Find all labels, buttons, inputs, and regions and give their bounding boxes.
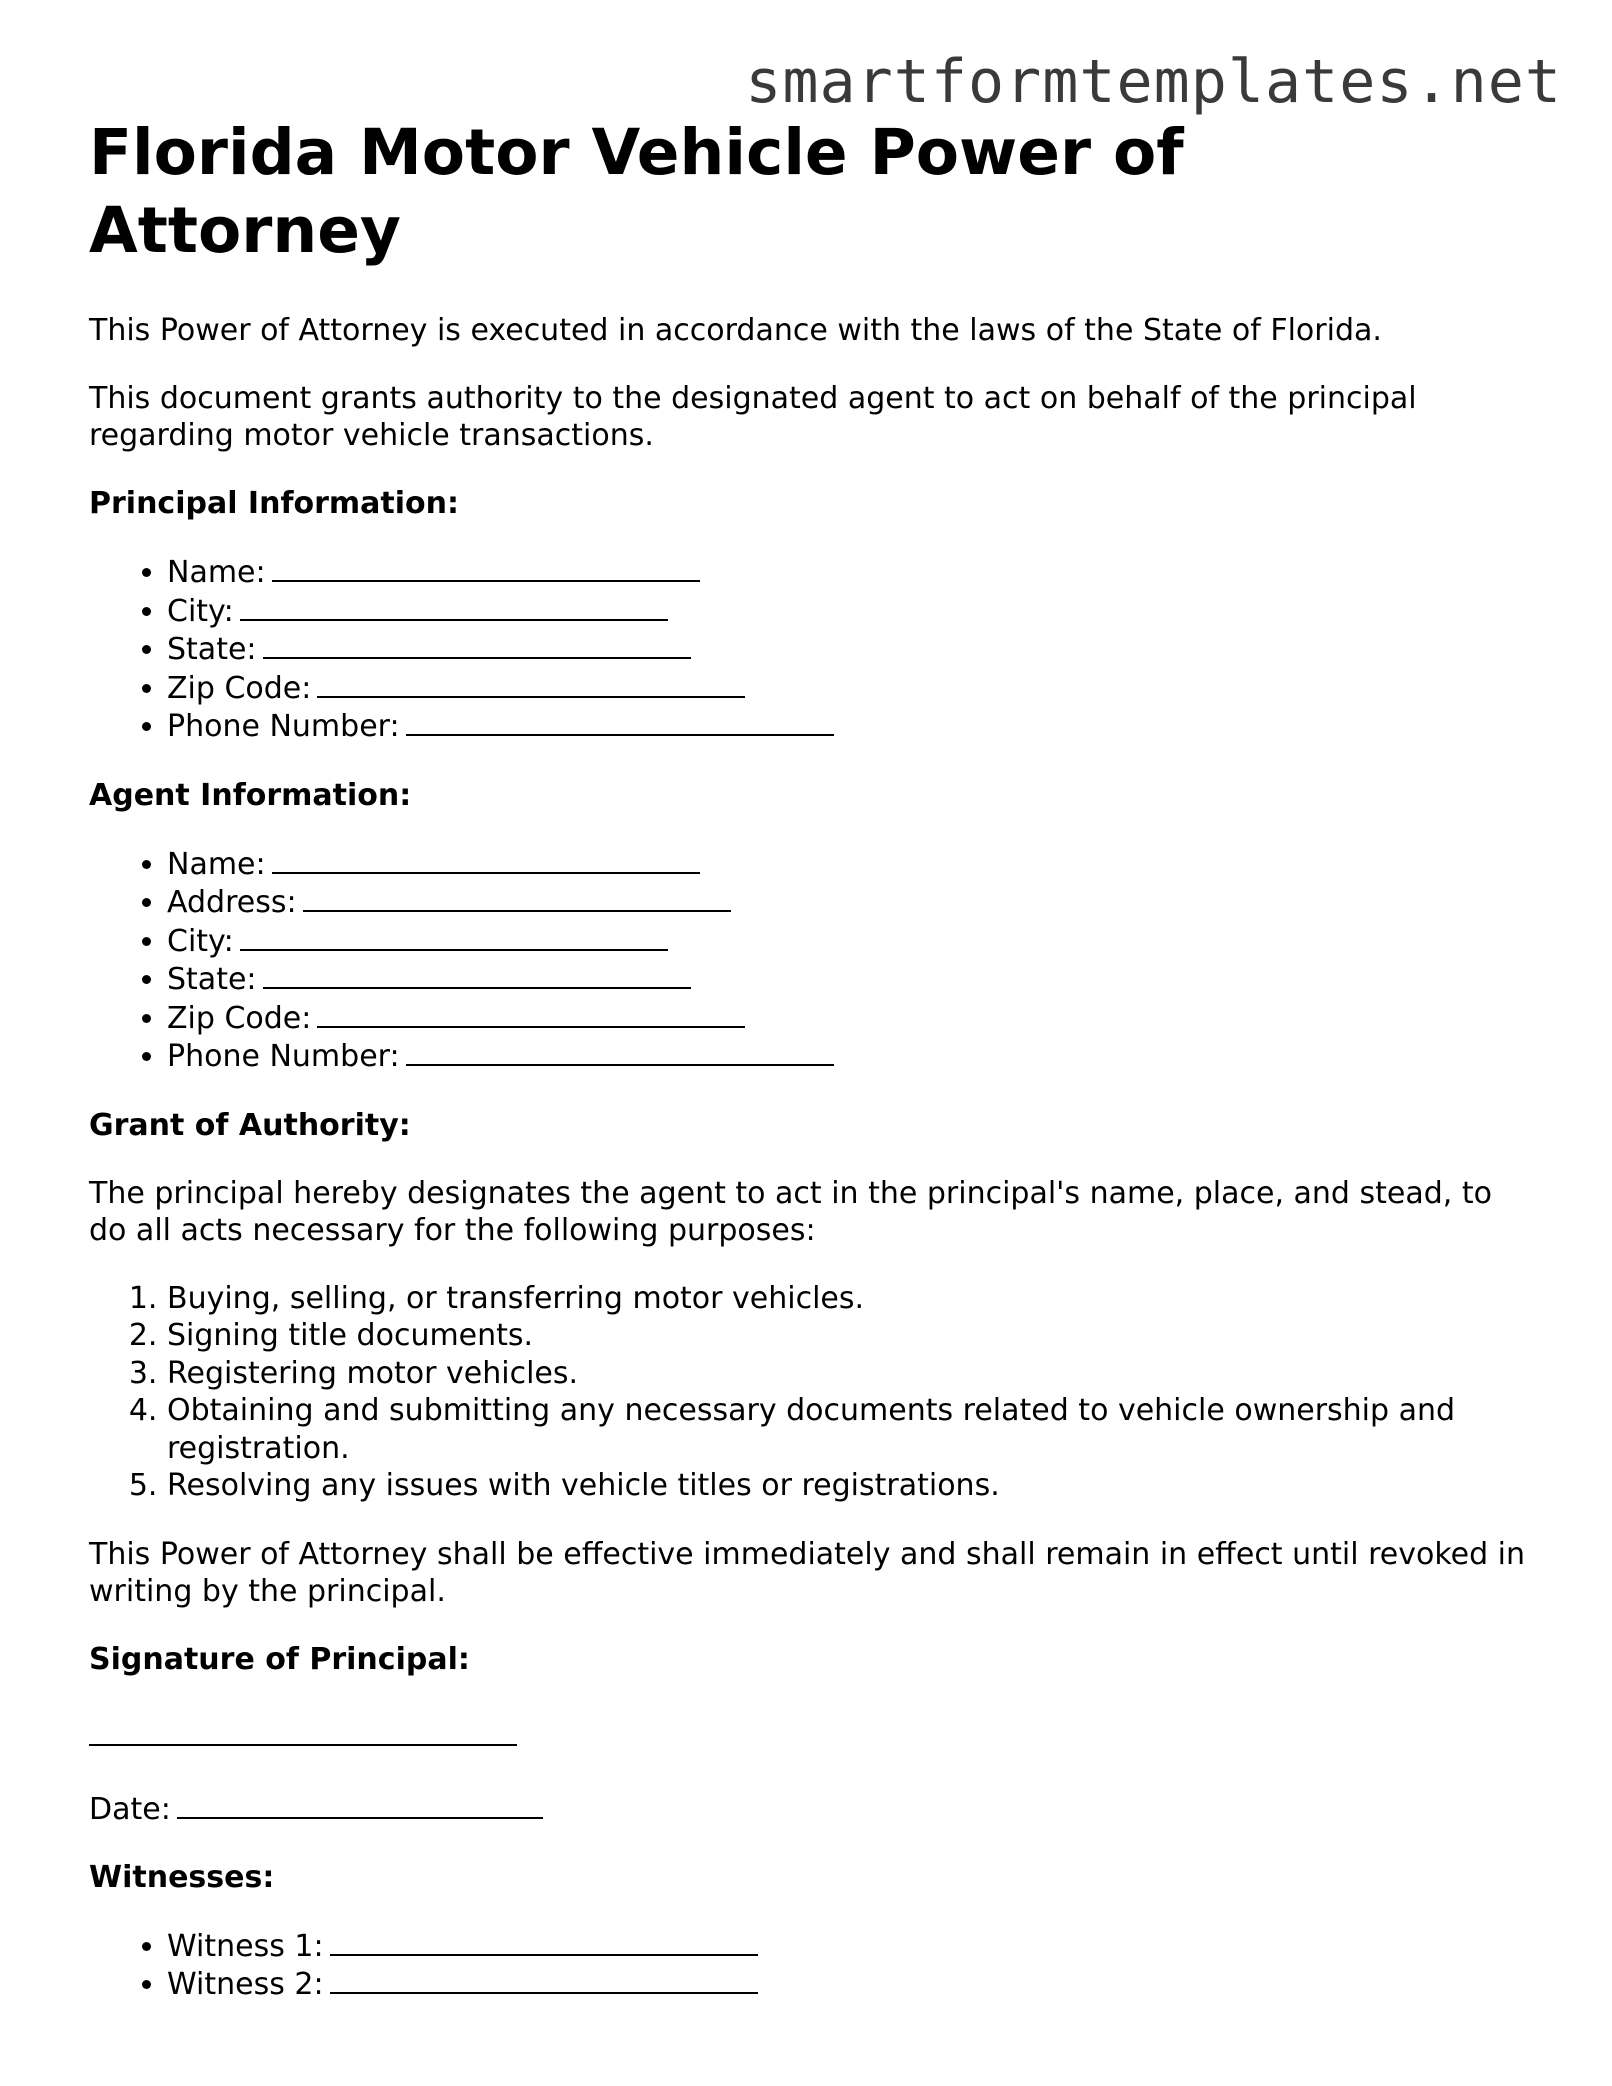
page-title: Florida Motor Vehicle Power of Attorney (89, 116, 1184, 267)
blank-line[interactable] (330, 1965, 758, 1994)
date-blank-line[interactable] (177, 1790, 543, 1819)
grant-paragraph: The principal hereby designates the agent to act in the principal's name, place, and stead, to do all acts necessary for the following purposes: (89, 1175, 1492, 1248)
principal-signature-line[interactable] (89, 1714, 517, 1746)
principal-name-field[interactable]: • Name: (167, 553, 1529, 592)
blank-line[interactable] (303, 883, 731, 912)
intro-paragraph-1: This Power of Attorney is executed in accordance with the laws of the State of Florida. (89, 313, 1382, 348)
principal-fields-list (89, 553, 1529, 746)
agent-state-field[interactable]: • State: (167, 960, 1529, 999)
witnesses-list (89, 1927, 1529, 2004)
signature-heading: Signature of Principal: (89, 1641, 470, 1677)
witnesses-heading: Witnesses: (89, 1859, 275, 1895)
grant-heading: Grant of Authority: (89, 1107, 411, 1143)
purposes-list (89, 1280, 1529, 1505)
purpose-item: 5. Resolving any issues with vehicle titles or registrations. (167, 1467, 1529, 1505)
blank-line[interactable] (317, 999, 745, 1028)
blank-line[interactable] (330, 1927, 758, 1956)
agent-fields-list (89, 845, 1529, 1076)
agent-zip-field[interactable]: • Zip Code: (167, 999, 1529, 1038)
blank-line[interactable] (240, 922, 668, 951)
document-page (89, 114, 1529, 2035)
principal-phone-field[interactable]: • Phone Number: (167, 707, 1529, 746)
principal-zip-field[interactable]: • Zip Code: (167, 669, 1529, 708)
purpose-item: 2. Signing title documents. (167, 1317, 1529, 1355)
purpose-item: 1. Buying, selling, or transferring motor vehicles. (167, 1280, 1529, 1318)
blank-line[interactable] (263, 960, 691, 989)
purpose-item: 4. Obtaining and submitting any necessary documents related to vehicle ownership and registration. (167, 1392, 1529, 1467)
agent-address-field[interactable]: • Address: (167, 883, 1529, 922)
purpose-item: 3. Registering motor vehicles. (167, 1355, 1529, 1393)
agent-name-field[interactable]: • Name: (167, 845, 1529, 884)
intro-paragraph-2: This document grants authority to the designated agent to act on behalf of the principal regarding motor vehicle transactions. (89, 381, 1417, 453)
agent-phone-field[interactable]: • Phone Number: (167, 1037, 1529, 1076)
agent-heading: Agent Information: (89, 777, 412, 813)
blank-line[interactable] (406, 707, 834, 736)
principal-city-field[interactable]: • City: (167, 592, 1529, 631)
site-watermark: smartformtemplates.net (745, 47, 1562, 117)
witness-1-field[interactable]: • Witness 1: (167, 1927, 1529, 1966)
principal-heading: Principal Information: (89, 486, 460, 521)
agent-city-field[interactable]: • City: (167, 922, 1529, 961)
blank-line[interactable] (263, 630, 691, 659)
blank-line[interactable] (272, 845, 700, 874)
blank-line[interactable] (317, 669, 745, 698)
witness-2-field[interactable]: • Witness 2: (167, 1965, 1529, 2004)
blank-line[interactable] (406, 1037, 834, 1066)
blank-line[interactable] (240, 592, 668, 621)
effective-paragraph: This Power of Attorney shall be effective immediately and shall remain in effect until revoked in writing by the principal. (89, 1536, 1526, 1609)
principal-state-field[interactable]: • State: (167, 630, 1529, 669)
date-field[interactable]: Date: (89, 1790, 1529, 1828)
blank-line[interactable] (272, 553, 700, 582)
